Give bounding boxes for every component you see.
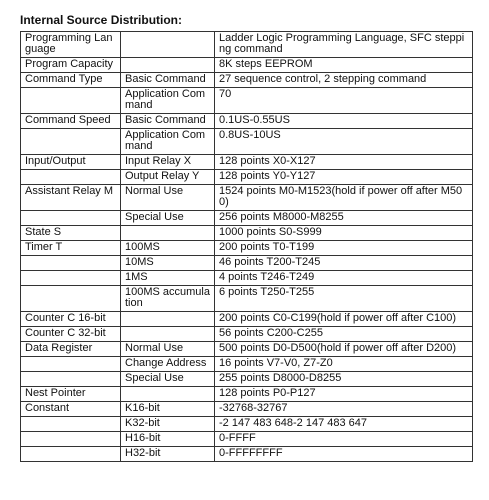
category-cell: Command Type (21, 73, 121, 88)
table-row (21, 170, 473, 185)
table-row (21, 271, 473, 286)
table-row (21, 372, 473, 387)
category-cell: State S (21, 226, 121, 241)
category-cell: Program Capacity (21, 58, 121, 73)
table-row (21, 387, 473, 402)
subcategory-cell: H32-bit (121, 447, 215, 462)
subcategory-cell (121, 226, 215, 241)
category-cell (21, 129, 121, 155)
table-row (21, 155, 473, 170)
subcategory-cell (121, 327, 215, 342)
category-cell: Programming Language (21, 32, 121, 58)
category-cell (21, 447, 121, 462)
document-title: Internal Source Distribution: (20, 13, 183, 27)
value-cell: 0-FFFFFFFF (215, 447, 473, 462)
table-row (21, 88, 473, 114)
subcategory-cell: Basic Command (121, 73, 215, 88)
subcategory-cell: Output Relay Y (121, 170, 215, 185)
table-row (21, 286, 473, 312)
category-cell: Constant (21, 402, 121, 417)
subcategory-cell: Input Relay X (121, 155, 215, 170)
subcategory-cell: K32-bit (121, 417, 215, 432)
value-cell: 500 points D0-D500(hold if power off after D200) (215, 342, 473, 357)
category-cell (21, 271, 121, 286)
category-cell (21, 357, 121, 372)
value-cell: 6 points T250-T255 (215, 286, 473, 312)
table-row (21, 327, 473, 342)
subcategory-cell (121, 387, 215, 402)
table-row (21, 432, 473, 447)
table-row (21, 129, 473, 155)
value-cell: 200 points C0-C199(hold if power off after C100) (215, 312, 473, 327)
value-cell: 1524 points M0-M1523(hold if power off after M500) (215, 185, 473, 211)
value-cell: 46 points T200-T245 (215, 256, 473, 271)
subcategory-cell: K16-bit (121, 402, 215, 417)
category-cell: Counter C 32-bit (21, 327, 121, 342)
value-cell: 70 (215, 88, 473, 114)
category-cell: Timer T (21, 241, 121, 256)
table-row (21, 211, 473, 226)
table-row (21, 417, 473, 432)
category-cell: Counter C 16-bit (21, 312, 121, 327)
table-row (21, 342, 473, 357)
subcategory-cell: H16-bit (121, 432, 215, 447)
table-row (21, 114, 473, 129)
subcategory-cell: Basic Command (121, 114, 215, 129)
value-cell: -32768-32767 (215, 402, 473, 417)
table-row (21, 256, 473, 271)
subcategory-cell: Change Address (121, 357, 215, 372)
table-row (21, 226, 473, 241)
value-cell: 8K steps EEPROM (215, 58, 473, 73)
category-cell (21, 372, 121, 387)
table-row (21, 241, 473, 256)
value-cell: 1000 points S0-S999 (215, 226, 473, 241)
category-cell: Nest Pointer (21, 387, 121, 402)
subcategory-cell: Normal Use (121, 185, 215, 211)
table-row (21, 58, 473, 73)
subcategory-cell (121, 58, 215, 73)
value-cell: Ladder Logic Programming Language, SFC stepping command (215, 32, 473, 58)
value-cell: 27 sequence control, 2 stepping command (215, 73, 473, 88)
value-cell: 0.8US-10US (215, 129, 473, 155)
subcategory-cell: Application Command (121, 88, 215, 114)
subcategory-cell: Normal Use (121, 342, 215, 357)
subcategory-cell: 100MS (121, 241, 215, 256)
value-cell: 128 points X0-X127 (215, 155, 473, 170)
value-cell: 0-FFFF (215, 432, 473, 447)
spec-table (20, 31, 473, 462)
category-cell: Input/Output (21, 155, 121, 170)
table-row (21, 73, 473, 88)
value-cell: 4 points T246-T249 (215, 271, 473, 286)
category-cell (21, 256, 121, 271)
subcategory-cell: Application Command (121, 129, 215, 155)
value-cell: -2 147 483 648-2 147 483 647 (215, 417, 473, 432)
value-cell: 0.1US-0.55US (215, 114, 473, 129)
subcategory-cell: 10MS (121, 256, 215, 271)
value-cell: 56 points C200-C255 (215, 327, 473, 342)
subcategory-cell: Special Use (121, 372, 215, 387)
category-cell (21, 286, 121, 312)
value-cell: 128 points Y0-Y127 (215, 170, 473, 185)
category-cell (21, 417, 121, 432)
category-cell (21, 211, 121, 226)
value-cell: 200 points T0-T199 (215, 241, 473, 256)
spec-table-body (21, 32, 473, 462)
subcategory-cell: Special Use (121, 211, 215, 226)
category-cell (21, 88, 121, 114)
table-row (21, 32, 473, 58)
value-cell: 256 points M8000-M8255 (215, 211, 473, 226)
table-row (21, 312, 473, 327)
category-cell: Assistant Relay M (21, 185, 121, 211)
table-row (21, 357, 473, 372)
table-row (21, 185, 473, 211)
subcategory-cell (121, 32, 215, 58)
category-cell: Data Register (21, 342, 121, 357)
table-row (21, 447, 473, 462)
category-cell (21, 432, 121, 447)
category-cell: Command Speed (21, 114, 121, 129)
subcategory-cell (121, 312, 215, 327)
value-cell: 255 points D8000-D8255 (215, 372, 473, 387)
table-row (21, 402, 473, 417)
subcategory-cell: 100MS accumulation (121, 286, 215, 312)
value-cell: 128 points P0-P127 (215, 387, 473, 402)
value-cell: 16 points V7-V0, Z7-Z0 (215, 357, 473, 372)
subcategory-cell: 1MS (121, 271, 215, 286)
category-cell (21, 170, 121, 185)
